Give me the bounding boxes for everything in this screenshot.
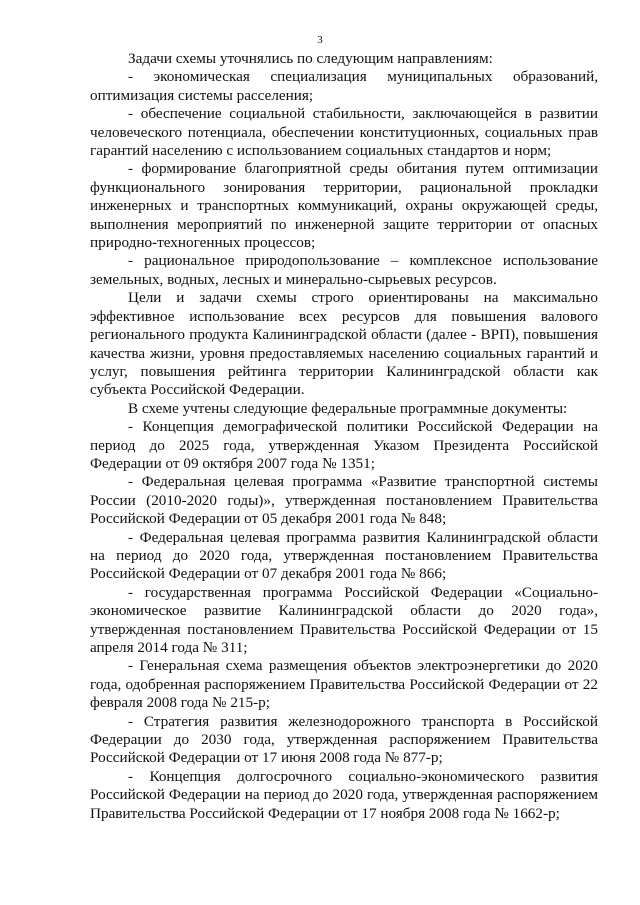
list-item-railway-strategy: - Стратегия развития железнодорожного транспорта в Российской Федерации до 2030 года, утвержденная распоряжением Правительства Российской Федерации от 17 июня 2008 года № 877-р; [90, 712, 598, 767]
list-item-demographic-policy: - Концепция демографической политики Российской Федерации на период до 2025 года, утвержденная Указом Президента Российской Федерации от 09 октября 2007 года № 1351; [90, 418, 598, 472]
page-number: 3 [317, 34, 323, 46]
list-item-long-term-concept: - Концепция долгосрочного социально-экономического развития Российской Федерации на период до 2020 года, утвержденная распоряжением Правительства Российской Федерации от 17 ноября 2008 года № 1662-р; [90, 767, 598, 822]
paragraph-economic-specialization: - экономическая специализация муниципальных образований, оптимизация системы расселения; [90, 68, 598, 104]
paragraph-tasks-intro: Задачи схемы уточнялись по следующим направлениям: [128, 50, 493, 67]
list-item-state-program: - государственная программа Российской Федерации «Социально-экономическое развитие Калининградской области до 2020 года», утвержденная постановлением Правительства Российской Федерации от 15 апреля 2014 года № 311; [90, 583, 598, 656]
list-item-transport-program: - Федеральная целевая программа «Развитие транспортной системы России (2010-2020 годы)», утвержденная постановлением Правительства Российской Федерации от 05 декабря 2001 года № 848; [90, 473, 598, 528]
paragraph-living-environment: - формирование благоприятной среды обитания путем оптимизации функционального зонирования территории, рациональной прокладки инженерных и транспортных коммуникаций, охраны окружающей среды, выполнения мероприятий по инженерной защите территории от опасных природно-техногенных процессов; [90, 160, 598, 252]
paragraph-federal-documents-intro: В схеме учтены следующие федеральные программные документы: [128, 399, 568, 417]
document-body [90, 50, 598, 823]
paragraph-nature-management: - рациональное природопользование – комплексное использование земельных, водных, лесных и минерально-сырьевых ресурсов. [90, 252, 598, 288]
list-item-kaliningrad-program: - Федеральная целевая программа развития Калининградской области на период до 2020 года, утвержденная постановлением Правительства Российской Федерации от 07 декабря 2001 года № 866; [90, 528, 598, 583]
paragraph-social-stability: - обеспечение социальной стабильности, заключающейся в развитии человеческого потенциала, обеспечении конституционных, социальных прав гарантий населению с использованием социальных стандартов и норм; [90, 105, 598, 160]
list-item-power-scheme: - Генеральная схема размещения объектов электроэнергетики до 2020 года, одобренная распоряжением Правительства Российской Федерации от 22 февраля 2008 года № 215-р; [90, 657, 598, 712]
paragraph-goals: Цели и задачи схемы строго ориентированы на максимально эффективное использование всех ресурсов для повышения валового регионального продукта Калининградской области (далее - ВРП), повышения качества жизни, уровня предоставляемых населению социальных гарантий и услуг, повышения рейтинга территории Калининградской области как субъекта Российской Федерации. [90, 289, 598, 399]
